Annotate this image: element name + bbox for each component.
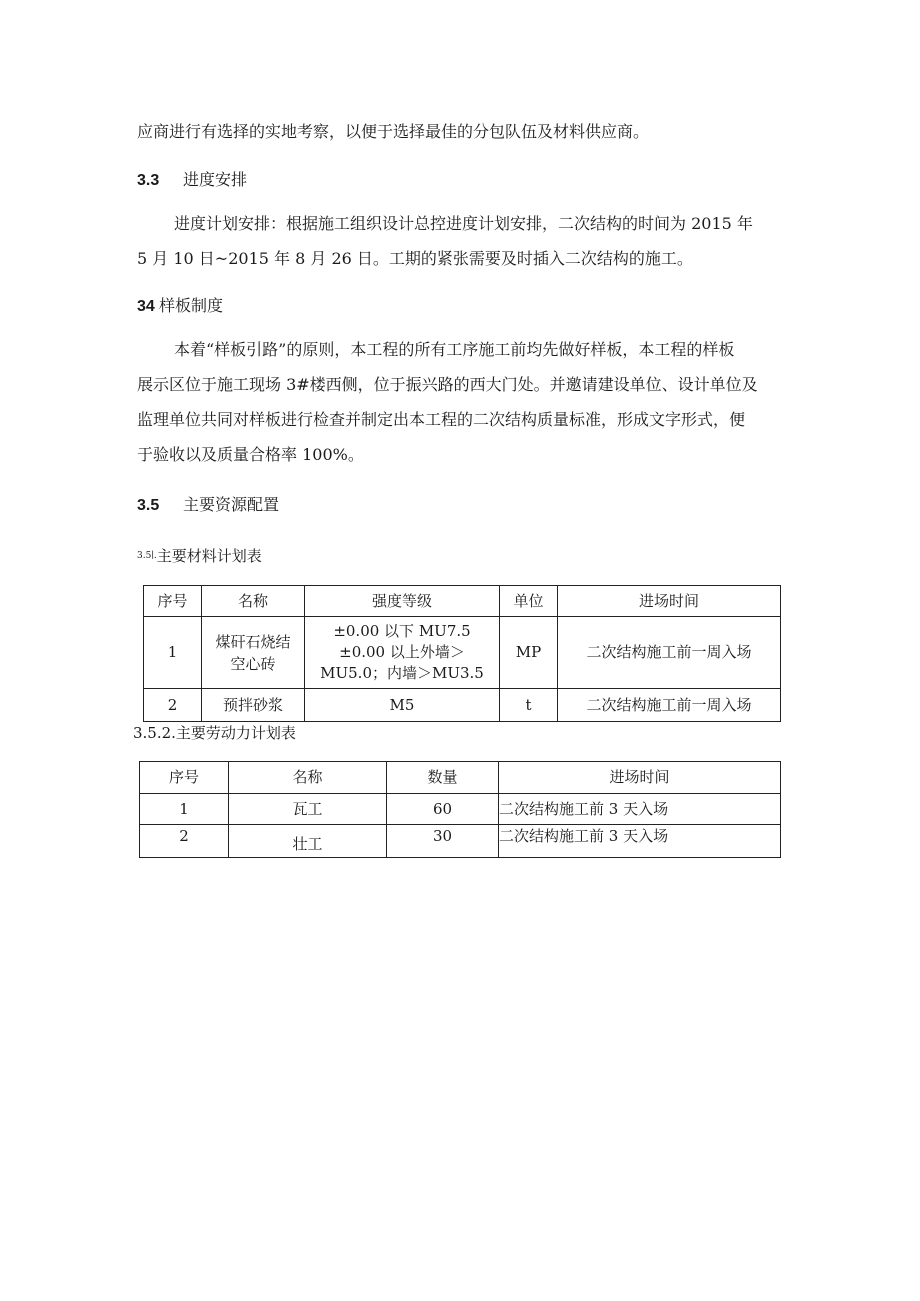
cell-qty: 60 [387, 794, 499, 825]
paragraph-supplier-inspection: 应商进行有选择的实地考察，以便于选择最佳的分包队伍及材料供应商。 [137, 122, 650, 141]
cell-grade-line: ±0.00 以上外墙＞ [339, 643, 465, 661]
cell-grade [305, 617, 500, 689]
table-row [140, 825, 781, 858]
section-heading-3-4 [137, 296, 223, 317]
cell-name: 瓦工 [229, 794, 387, 825]
header-cell: 序号 [144, 586, 202, 617]
section-number: 3.5 [137, 497, 160, 514]
cell-time: 二次结构施工前 3 天入场 [499, 825, 781, 858]
section-title: 样板制度 [159, 296, 224, 315]
cell-grade: M5 [305, 689, 500, 722]
cell-time: 二次结构施工前一周入场 [558, 689, 781, 722]
paragraph-schedule-line-2: 5 月 10 日~2015 年 8 月 26 日。工期的紧张需要及时插入二次结构的施工。 [137, 249, 693, 268]
cell-time: 二次结构施工前 3 天入场 [499, 794, 781, 825]
paragraph-sample-line-3: 监理单位共同对样板进行检查并制定出本工程的二次结构质量标准，形成文字形式，便 [137, 410, 746, 429]
table-header-row [144, 586, 781, 617]
cell-name-line: 煤矸石烧结 [215, 632, 291, 651]
section-heading-3-5 [137, 495, 279, 516]
paragraph-sample-line-2: 展示区位于施工现场 3#楼西侧，位于振兴路的西大门处。并邀请建设单位、设计单位及 [137, 375, 758, 394]
cell-name: 壮工 [229, 825, 387, 858]
section-title: 进度安排 [183, 170, 248, 189]
paragraph-sample-line-4: 于验收以及质量合格率 100%。 [137, 445, 364, 464]
cell-no: 1 [144, 617, 202, 689]
header-cell: 强度等级 [305, 586, 500, 617]
labor-plan-table [139, 761, 781, 858]
header-cell: 进场时间 [558, 586, 781, 617]
paragraph-schedule-line-1: 进度计划安排：根据施工组织设计总控进度计划安排，二次结构的时间为 2015 年 [174, 214, 753, 233]
header-cell: 名称 [202, 586, 305, 617]
table-header-row [140, 762, 781, 794]
header-cell: 进场时间 [499, 762, 781, 794]
cell-name: 预拌砂浆 [202, 689, 305, 722]
cell-time: 二次结构施工前一周入场 [558, 617, 781, 689]
cell-qty: 30 [387, 825, 499, 858]
table-caption-labor: 3.5.2.主要劳动力计划表 [133, 724, 296, 742]
cell-name [202, 617, 305, 689]
header-cell: 单位 [500, 586, 558, 617]
table-row [144, 689, 781, 722]
table-row [140, 794, 781, 825]
table-row [144, 617, 781, 689]
caption-text: 主要材料计划表 [156, 547, 262, 565]
paragraph-sample-line-1: 本着“样板引路”的原则，本工程的所有工序施工前均先做好样板，本工程的样板 [174, 340, 735, 359]
cell-unit: t [500, 689, 558, 722]
cell-no: 2 [144, 689, 202, 722]
caption-number: 3.5∣. [137, 551, 157, 561]
cell-grade-line: ±0.00 以下 MU7.5 [333, 622, 471, 640]
cell-no: 1 [140, 794, 229, 825]
header-cell: 名称 [229, 762, 387, 794]
section-number: 3.3 [137, 172, 160, 189]
section-heading-3-3 [137, 170, 247, 191]
cell-unit: MP [500, 617, 558, 689]
cell-grade-line: MU5.0；内墙＞MU3.5 [320, 664, 484, 682]
table-caption-materials [137, 546, 262, 566]
header-cell: 序号 [140, 762, 229, 794]
section-number: 34 [137, 298, 155, 315]
materials-plan-table [143, 585, 781, 722]
cell-name-line: 空心砖 [230, 654, 276, 673]
header-cell: 数量 [387, 762, 499, 794]
section-title: 主要资源配置 [183, 495, 280, 514]
cell-no: 2 [140, 825, 229, 858]
